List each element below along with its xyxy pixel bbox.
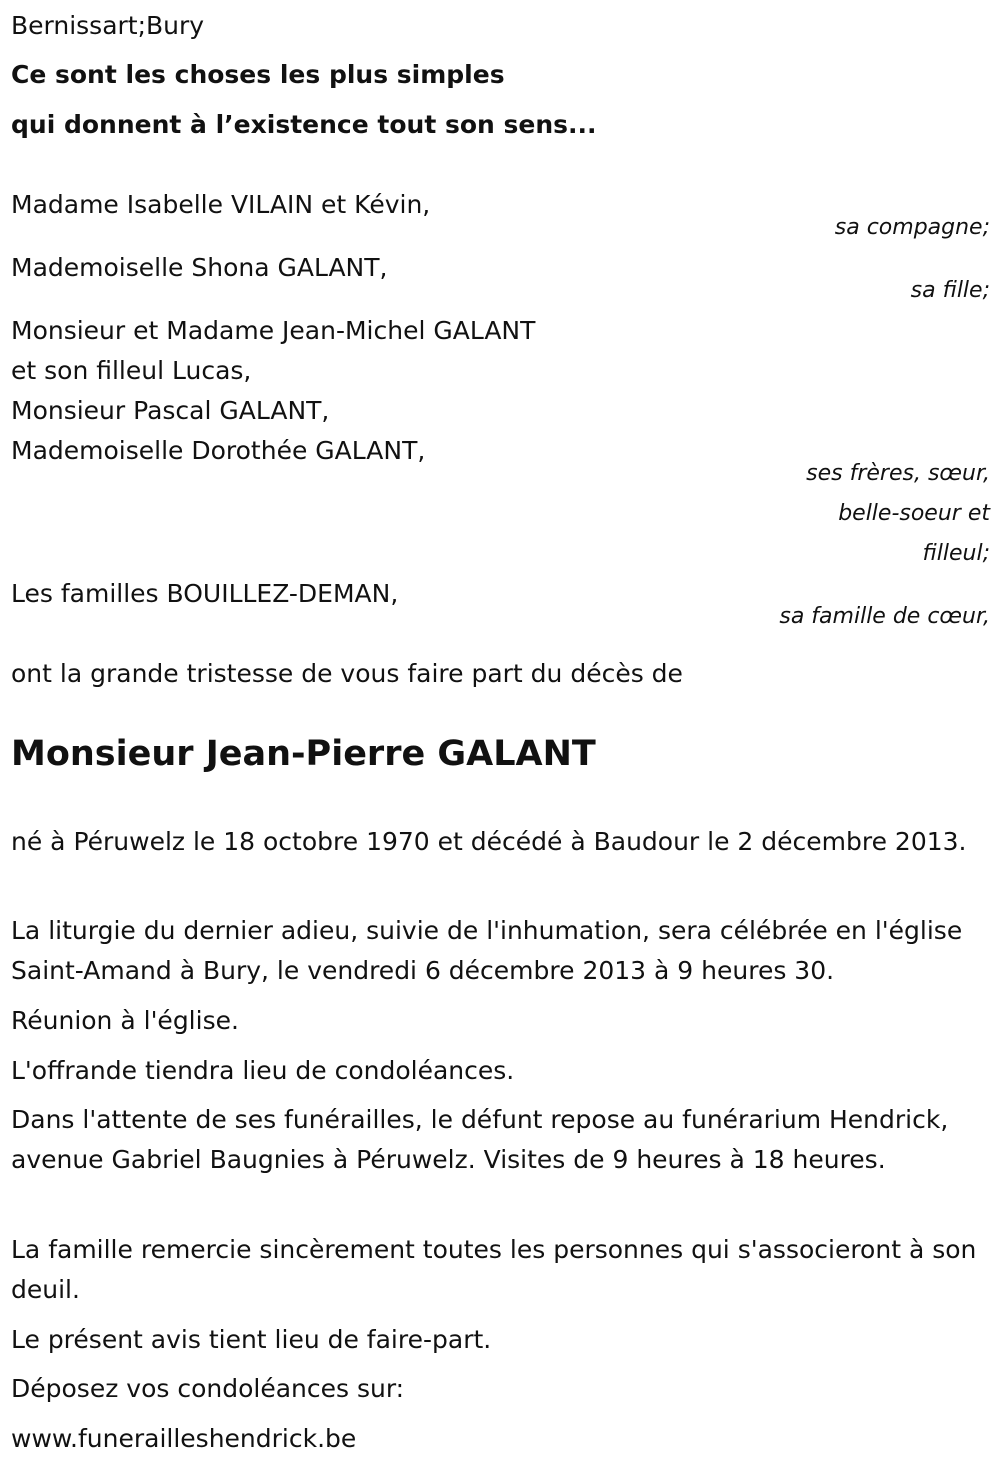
family-name-line: Monsieur Pascal GALANT, <box>11 396 330 425</box>
quote-line-2: qui donnent à l’existence tout son sens... <box>11 110 597 139</box>
family-name-line: Monsieur et Madame Jean-Michel GALANT <box>11 316 536 345</box>
detail-condolences: Déposez vos condoléances sur: <box>11 1374 405 1403</box>
family-relation: sa fille; <box>910 278 990 303</box>
website-link[interactable]: www.funerailleshendrick.be <box>11 1424 357 1453</box>
detail-offering: L'offrande tiendra lieu de condoléances. <box>11 1056 515 1085</box>
family-relation: sa compagne; <box>834 215 990 240</box>
location-line: Bernissart;Bury <box>11 11 205 40</box>
family-name-line: Mademoiselle Shona GALANT, <box>11 253 388 282</box>
detail-notice: Le présent avis tient lieu de faire-part. <box>11 1325 492 1354</box>
announcement-line: ont la grande tristesse de vous faire part du décès de <box>11 659 683 688</box>
quote-line-1: Ce sont les choses les plus simples <box>11 60 505 89</box>
family-name-line: et son filleul Lucas, <box>11 356 252 385</box>
family-name-line: Les familles BOUILLEZ-DEMAN, <box>11 579 399 608</box>
family-relation: filleul; <box>922 541 990 566</box>
detail-liturgy: La liturgie du dernier adieu, suivie de l'inhumation, sera célébrée en l'église Saint-Amand à Bury, le vendredi 6 décembre 2013 à 9 heures 30. <box>11 916 963 985</box>
detail-thanks: La famille remercie sincèrement toutes les personnes qui s'associeront à son deuil. <box>11 1235 977 1304</box>
family-relation: belle-soeur et <box>838 501 990 526</box>
detail-funerarium: Dans l'attente de ses funérailles, le défunt repose au funérarium Hendrick, avenue Gabriel Baugnies à Péruwelz. Visites de 9 heures à 18 heures. <box>11 1105 949 1174</box>
deceased-name: Monsieur Jean-Pierre GALANT <box>11 734 596 774</box>
detail-birth-death: né à Péruwelz le 18 octobre 1970 et décédé à Baudour le 2 décembre 2013. <box>11 827 967 856</box>
family-relation: sa famille de cœur, <box>779 604 990 629</box>
detail-meeting: Réunion à l'église. <box>11 1006 239 1035</box>
family-name-line: Madame Isabelle VILAIN et Kévin, <box>11 190 431 219</box>
family-name-line: Mademoiselle Dorothée GALANT, <box>11 436 426 465</box>
family-relation: ses frères, sœur, <box>806 461 990 486</box>
